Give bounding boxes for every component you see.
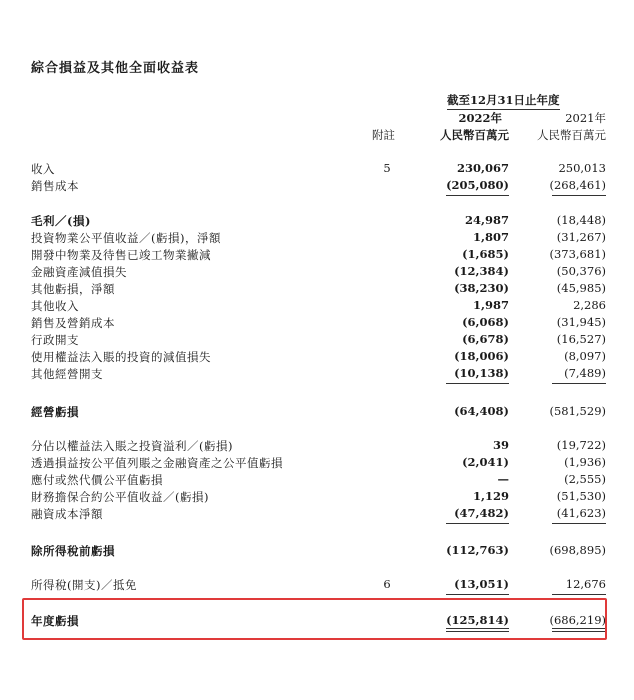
note-column-header: 附註	[372, 128, 395, 142]
row-value-2022: (64,408)	[454, 404, 509, 418]
row-note: 5	[383, 161, 391, 175]
row-share-of-profit	[0, 438, 634, 455]
row-value-2022: 24,987	[464, 213, 509, 227]
row-value-2022: 39	[492, 438, 509, 452]
row-value-2021: (268,461)	[549, 178, 606, 192]
row-value-2022: (12,384)	[454, 264, 509, 278]
subtotal-rule-2021	[552, 195, 606, 196]
row-value-2022: (112,763)	[446, 543, 509, 557]
row-value-2021: (686,219)	[549, 613, 606, 627]
row-value-2021: (1,936)	[564, 455, 606, 469]
row-admin-expenses	[0, 332, 634, 349]
subtotal-rule-2021	[552, 383, 606, 384]
row-value-2021: (698,895)	[549, 543, 606, 557]
period-header	[447, 92, 560, 108]
row-value-2021: (31,267)	[556, 230, 606, 244]
row-label: 所得稅(開支)／抵免	[31, 578, 137, 592]
row-label: 其他虧損，淨額	[31, 282, 115, 296]
subtotal-rule-2022	[446, 594, 509, 595]
row-value-2022: (10,138)	[454, 366, 509, 380]
subtotal-rule-2022	[446, 195, 509, 196]
row-value-2022: (2,041)	[462, 455, 509, 469]
row-value-2021: (581,529)	[549, 404, 606, 418]
row-other-losses	[0, 281, 634, 298]
row-value-2022: (6,068)	[462, 315, 509, 329]
unit-2022-header: 人民幣百萬元	[440, 128, 509, 142]
subtotal-rule-2021	[552, 523, 606, 524]
row-gross-profit	[0, 213, 634, 230]
row-value-2022: (47,482)	[454, 506, 509, 520]
row-value-2021: (19,722)	[556, 438, 606, 452]
row-value-2022: (205,080)	[446, 178, 509, 192]
row-label: 年度虧損	[31, 614, 79, 628]
row-value-2021: (45,985)	[556, 281, 606, 295]
row-value-2022: (18,006)	[454, 349, 509, 363]
year-2021-header: 2021年	[565, 111, 606, 125]
row-value-2021: (51,530)	[556, 489, 606, 503]
row-value-2021: (2,555)	[564, 472, 606, 486]
row-value-2021: (31,945)	[556, 315, 606, 329]
row-loss-before-tax	[0, 543, 634, 560]
period-header-text: 截至12月31日止年度	[447, 93, 560, 107]
row-value-2021: (50,376)	[556, 264, 606, 278]
row-property-writedown	[0, 247, 634, 264]
statement-title: 綜合損益及其他全面收益表	[31, 61, 200, 76]
row-cost-of-sales	[0, 178, 634, 195]
row-financial-guarantee	[0, 489, 634, 506]
row-label: 行政開支	[31, 333, 79, 347]
row-value-2022: 1,129	[472, 489, 509, 503]
row-value-2021: (18,448)	[556, 213, 606, 227]
row-revenue	[0, 161, 634, 178]
row-label: 分佔以權益法入賬之投資溢利／(虧損)	[31, 439, 233, 453]
subtotal-rule-2022	[446, 523, 509, 524]
row-value-2022: 1,807	[472, 230, 509, 244]
row-value-2022: (13,051)	[454, 577, 509, 591]
row-value-2022: (38,230)	[454, 281, 509, 295]
row-label: 融資成本淨額	[31, 507, 103, 521]
row-value-2021: 12,676	[565, 577, 606, 591]
row-contingent-consideration	[0, 472, 634, 489]
row-value-2022: 230,067	[456, 161, 509, 175]
row-label: 開發中物業及待售已竣工物業撇減	[31, 248, 211, 262]
year-2022-header: 2022年	[458, 111, 502, 125]
row-label: 銷售及營銷成本	[31, 316, 115, 330]
row-financial-asset-impairment	[0, 264, 634, 281]
row-label: 收入	[31, 162, 55, 176]
row-investment-property	[0, 230, 634, 247]
subtotal-rule-2021	[552, 594, 606, 595]
row-finance-costs	[0, 506, 634, 523]
row-value-2022: (6,678)	[462, 332, 509, 346]
row-label: 使用權益法入賬的投資的減值損失	[31, 350, 211, 364]
row-label: 經營虧損	[31, 405, 79, 419]
unit-2021-header: 人民幣百萬元	[537, 128, 606, 142]
subtotal-rule-2022	[446, 383, 509, 384]
row-other-income	[0, 298, 634, 315]
row-value-2022: 1,987	[472, 298, 509, 312]
row-value-2022: (125,814)	[446, 613, 509, 627]
row-value-2021: (373,681)	[549, 247, 606, 261]
row-value-2021: 2,286	[573, 298, 606, 312]
row-label: 透過損益按公平值列賬之金融資產之公平值虧損	[31, 456, 283, 470]
row-label: 毛利／(損)	[31, 214, 91, 228]
row-fvtpl-loss	[0, 455, 634, 472]
row-value-2022: —	[497, 472, 509, 486]
row-value-2022: (1,685)	[462, 247, 509, 261]
highlight-box	[22, 598, 607, 640]
row-other-operating-expenses	[0, 366, 634, 383]
row-label: 投資物業公平值收益／(虧損)，淨額	[31, 231, 221, 245]
row-equity-impairment	[0, 349, 634, 366]
row-value-2021: (7,489)	[564, 366, 606, 380]
row-value-2021: (8,097)	[564, 349, 606, 363]
row-value-2021: (16,527)	[556, 332, 606, 346]
row-label: 其他收入	[31, 299, 79, 313]
row-label: 銷售成本	[31, 179, 79, 193]
row-income-tax	[0, 577, 634, 594]
row-value-2021: 250,013	[558, 161, 606, 175]
row-note: 6	[383, 577, 391, 591]
row-label: 金融資產減值損失	[31, 265, 127, 279]
row-operating-loss	[0, 404, 634, 421]
row-label: 其他經營開支	[31, 367, 103, 381]
row-value-2021: (41,623)	[556, 506, 606, 520]
row-label: 除所得稅前虧損	[31, 544, 115, 558]
row-label: 應付或然代價公平值虧損	[31, 473, 163, 487]
row-selling-marketing	[0, 315, 634, 332]
row-label: 財務擔保合約公平值收益／(虧損)	[31, 490, 209, 504]
